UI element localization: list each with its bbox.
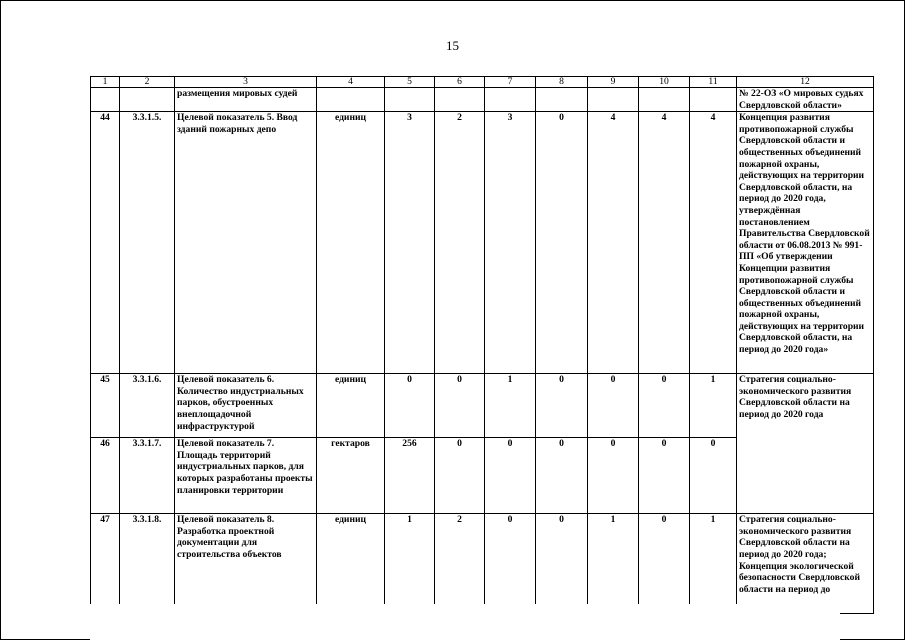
value-cell	[485, 88, 536, 112]
column-header: 3	[175, 77, 317, 88]
column-header: 7	[485, 77, 536, 88]
unit	[317, 88, 385, 112]
column-header: 9	[588, 77, 639, 88]
page-bottom-edge	[90, 604, 840, 640]
value-cell: 1	[690, 514, 737, 614]
row-number	[91, 88, 120, 112]
source-document: № 22-ОЗ «О мировых судьях Свердловской области»	[737, 88, 874, 112]
value-cell: 1	[485, 374, 536, 438]
value-cell: 0	[639, 374, 690, 438]
value-cell: 1	[385, 514, 435, 614]
unit: гектаров	[317, 438, 385, 514]
value-cell: 0	[588, 438, 639, 514]
value-cell	[690, 88, 737, 112]
row-code: 3.3.1.8.	[120, 514, 175, 614]
value-cell	[385, 88, 435, 112]
value-cell: 1	[690, 374, 737, 438]
indicators-table	[90, 76, 874, 614]
value-cell: 3	[385, 112, 435, 374]
value-cell: 0	[485, 514, 536, 614]
value-cell: 0	[485, 438, 536, 514]
indicator-name: размещения мировых судей	[175, 88, 317, 112]
value-cell: 0	[536, 112, 588, 374]
value-cell: 0	[639, 438, 690, 514]
value-cell: 4	[639, 112, 690, 374]
row-code: 3.3.1.5.	[120, 112, 175, 374]
indicator-name: Целевой показатель 7. Площадь территорий индустриальных парков, для которых разработаны проекты планировки территории	[175, 438, 317, 514]
value-cell: 0	[536, 438, 588, 514]
column-header: 1	[91, 77, 120, 88]
indicator-name: Целевой показатель 5. Ввод зданий пожарных депо	[175, 112, 317, 374]
source-document: Стратегия социально-экономического развития Свердловской области на период до 2020 года	[737, 374, 874, 438]
value-cell: 2	[435, 514, 485, 614]
column-header: 10	[639, 77, 690, 88]
value-cell: 0	[435, 438, 485, 514]
value-cell	[588, 88, 639, 112]
page-number: 15	[446, 38, 459, 53]
column-header: 5	[385, 77, 435, 88]
row-number: 44	[91, 112, 120, 374]
value-cell: 0	[639, 514, 690, 614]
column-header: 6	[435, 77, 485, 88]
row-number: 47	[91, 514, 120, 614]
value-cell: 0	[690, 438, 737, 514]
indicator-name: Целевой показатель 6. Количество индустриальных парков, обустроенных внеплощадочной инфраструктурой	[175, 374, 317, 438]
table-row	[91, 88, 874, 112]
value-cell	[536, 88, 588, 112]
value-cell: 0	[536, 374, 588, 438]
unit: единиц	[317, 374, 385, 438]
row-number: 45	[91, 374, 120, 438]
table-row	[91, 112, 874, 374]
value-cell	[639, 88, 690, 112]
column-header: 8	[536, 77, 588, 88]
row-number: 46	[91, 438, 120, 514]
row-code	[120, 88, 175, 112]
table-row	[91, 374, 874, 438]
table-row	[91, 514, 874, 614]
column-header: 12	[737, 77, 874, 88]
column-header: 11	[690, 77, 737, 88]
value-cell: 4	[588, 112, 639, 374]
row-code: 3.3.1.7.	[120, 438, 175, 514]
value-cell: 0	[536, 514, 588, 614]
value-cell: 0	[435, 374, 485, 438]
source-document	[737, 438, 874, 514]
value-cell	[435, 88, 485, 112]
unit: единиц	[317, 112, 385, 374]
column-header: 4	[317, 77, 385, 88]
value-cell: 4	[690, 112, 737, 374]
table-row	[91, 438, 874, 514]
indicator-name: Целевой показатель 8. Разработка проектной документации для строительства объектов	[175, 514, 317, 614]
column-header: 2	[120, 77, 175, 88]
value-cell: 0	[588, 374, 639, 438]
value-cell: 256	[385, 438, 435, 514]
unit: единиц	[317, 514, 385, 614]
source-document: Концепция развития противопожарной службы Свердловской области и общественных объединений пожарной охраны, действующих на территории Свердловской области, на период до 2020 года, утверждённая постановлением Правительства Свердловской области от 06.08.2013 № 991-ПП «Об утверждении Концепции развития противопожарной службы Свердловской области и общественных объединений пожарной охраны, действующих на территории Свердловской области, на период до 2020 года»	[737, 112, 874, 374]
value-cell: 3	[485, 112, 536, 374]
value-cell: 1	[588, 514, 639, 614]
source-document: Стратегия социально-экономического развития Свердловской области на период до 2020 года; Концепция экологической безопасности Свердловской области на период до	[737, 514, 874, 614]
value-cell: 0	[385, 374, 435, 438]
row-code: 3.3.1.6.	[120, 374, 175, 438]
value-cell: 2	[435, 112, 485, 374]
column-number-row	[91, 77, 874, 88]
